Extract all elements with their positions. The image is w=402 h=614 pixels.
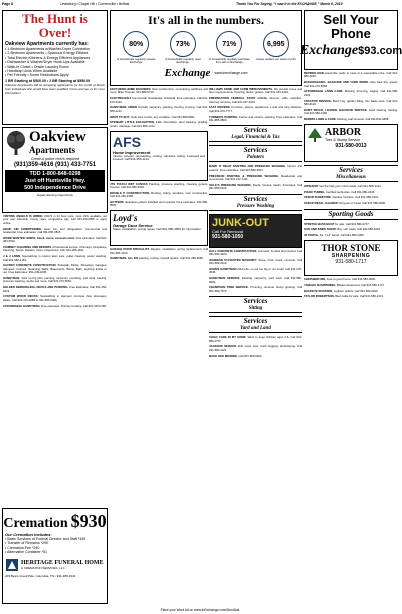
sporting-title: Sporting Goods xyxy=(328,209,374,218)
classified-body: Free estimates. Call 931-484-5022. xyxy=(3,235,107,244)
classified-body: Stone, brick, block, concrete. Call 931-580-2010. xyxy=(209,257,302,266)
paper-slogan: Thank You For Saying, “I saw it in the EXCHANGE,” March 6, 2019 xyxy=(236,2,343,6)
classified-head: SCRAP METAL CLEANUP. xyxy=(304,201,339,206)
oakview-tagline: Credit & police check required xyxy=(31,157,79,161)
col4b-classifieds xyxy=(304,185,398,206)
legal-subtitle: Legal, Financial & Tax xyxy=(231,135,280,141)
cremation-title: Cremation xyxy=(3,516,68,531)
classified-body: Beef cattle for sale. Call 931-580-1331. xyxy=(334,294,384,299)
classified-body: Drywall, carpentry, painting, flooring, fencing. Call 931-580-2121. xyxy=(110,105,208,113)
classified-ad xyxy=(209,345,302,352)
col2c-classifieds xyxy=(110,248,208,261)
sitting-header xyxy=(209,296,302,313)
sell-home-brand: Exchange xyxy=(299,43,359,58)
classified-body: Demolition, land clearing, grading, ponds, drainage. Call 931-580-1212. xyxy=(110,120,208,128)
classified-ad xyxy=(304,109,398,116)
classified-head: GAUDET CONCRETE CONSTRUCTION. xyxy=(3,263,57,268)
legal-header xyxy=(209,125,302,142)
classified-ad xyxy=(110,88,208,95)
classified-head: HIPSHOOT xyxy=(304,183,319,188)
classified-ad xyxy=(3,295,107,302)
classified-ad xyxy=(304,228,398,231)
classified-head: STRETCH BASS BOAT xyxy=(304,221,335,226)
stat-item xyxy=(114,31,158,65)
currently-has: currently has: xyxy=(55,41,89,47)
classified-body: Land clearing, hauling. Call 931-580-1390. xyxy=(304,107,398,116)
list-item: • Dishwasher & Washer/Dryer Hook-Ups Available xyxy=(5,60,85,65)
classified-head: WORK WANTED: BRICK, block, stone, concrete work. xyxy=(3,235,75,240)
classified-head: BUSH HOG MOWING. xyxy=(209,353,238,358)
oakview-name2: Apartments xyxy=(29,145,75,155)
col1-classifieds xyxy=(2,215,108,308)
sell-home-title: Sell Your Phone xyxy=(323,12,379,41)
classified-head: CUSTOM WOOD DECKS: xyxy=(3,294,39,299)
col4d-classifieds xyxy=(304,278,398,299)
junkout-phone: 931-580-1050 xyxy=(212,233,244,240)
sporting-header xyxy=(304,209,398,220)
classified-body: Odd jobs, no job too big or too small. Call 931-270-4545. xyxy=(209,267,302,275)
classified-head: CEDAR FURNITURE. xyxy=(304,195,332,200)
classified-body: Divorce, wills, adoption. Attorney services. Call 931-247-2401. xyxy=(209,96,302,104)
classified-ad xyxy=(209,277,302,284)
list-item: • 2-Bedroom Apartments • Spacious Energy Efficient xyxy=(5,51,89,56)
classified-ad xyxy=(304,284,398,287)
classified-ad xyxy=(209,106,302,113)
classified-ad xyxy=(110,97,208,104)
classified-head: GUTTERS: xyxy=(110,200,125,205)
classified-ad xyxy=(110,192,208,199)
classified-head: J & J LAWN, xyxy=(3,254,21,259)
classified-body: Interior and exterior. Free estimates. Call 931-580-4521. xyxy=(209,164,302,172)
classified-body: Certified technician. Call 931-580-3434. xyxy=(325,189,376,194)
hunt-deposit: 1 BR Starting at $500.00 • 2 BR Starting at $550.00 xyxy=(5,79,91,84)
classified-ad xyxy=(110,201,208,208)
painters-title: Services xyxy=(243,146,268,155)
facts-brand: Exchange xyxy=(164,66,211,79)
classified-body: Heat, AC, and refrigeration. Commercial and residential. Free estimates. Call 931-680-0815. xyxy=(3,226,107,235)
classified-head: FAST MOVERS. xyxy=(209,105,231,110)
classified-head: MORRIS LAWN & CARE. xyxy=(304,117,337,122)
classified-body: Painting, pressure washing, cleaning gutters. Insured. Call 931-580-3030. xyxy=(110,181,209,190)
col4-classifieds xyxy=(304,72,398,121)
classified-ad xyxy=(3,215,107,225)
oakview-phone: (931)359-4616 (931) 433-7751 xyxy=(13,162,97,168)
list-item: • Walk-In Closet • Onsite Laundry Room xyxy=(5,64,69,69)
classified-head: WANT TO BUY: xyxy=(110,114,131,119)
stat-circle xyxy=(170,31,196,57)
classified-head: HANDYMAN, ALL DO xyxy=(110,256,139,261)
footer-text: Place your Word Ad on www.tnExchange.com/WordAds xyxy=(160,608,240,612)
classified-head: SOUTHERN HOME BUILDERS: xyxy=(110,87,152,91)
classified-ad xyxy=(110,121,208,128)
classified-head: CRAMPSON TREE SERVICE. xyxy=(209,285,249,290)
classified-body: for sale. Call 931-580-2727. xyxy=(334,221,370,226)
classified-ad xyxy=(209,116,302,123)
classified-body: Jobs no big jobs, painting, carpentry, plumbing, yard work, hauling, pressure washing, decks and more. Call 931-270-5681. xyxy=(3,276,107,284)
oak-tree-icon xyxy=(5,131,27,155)
classified-head: PIANO TUNING, xyxy=(304,189,326,194)
pressure-header xyxy=(209,194,302,211)
classified-ad xyxy=(209,336,302,343)
classified-body: We provide home and farm improvements. Fencing, decks, gutters. Call 931-364-4444. xyxy=(209,87,303,95)
classified-head: JTS TOUCH WET CANVAS xyxy=(110,181,148,186)
heritage-logo-icon xyxy=(5,558,19,572)
classified-head: OGLE'S PRESSURE WASHING, xyxy=(209,182,252,187)
list-item: • Cremation Fee *240 xyxy=(5,545,40,550)
oakview-title: Oakview Apartments xyxy=(5,41,55,47)
classified-head: JACKSON SERVICE LLC xyxy=(209,344,244,349)
classified-body: Specializing in custom lawn care, gutter cleaning, power washing. Call 931-682-2181. xyxy=(3,254,107,262)
misc-title: Services xyxy=(339,165,363,174)
classified-body: Free estimates. Rodney Cowling. Call 931-316-0798. xyxy=(40,303,107,308)
thor-name: THOR STONE xyxy=(321,243,381,253)
stat-label: of households regularly purchase from ads in Exchange xyxy=(208,57,250,65)
col3-classifieds xyxy=(209,88,302,122)
sell-home-ad xyxy=(299,10,402,70)
col2-classifieds xyxy=(110,88,208,128)
classified-ad xyxy=(209,286,302,293)
classified-ad xyxy=(304,100,398,107)
paper-title: Lewisburg • Chapel Hill • Cornersville • Belfast xyxy=(60,2,130,6)
classified-body: Licensed, bonded and insured. Call 931-580-4020. xyxy=(209,248,302,257)
yard-title: Services xyxy=(243,317,268,326)
garage-name: Loyd's xyxy=(113,213,138,224)
col4c-classifieds xyxy=(304,223,398,238)
list-item: • Pet Friendly • Some Restrictions Apply xyxy=(5,73,69,78)
classified-head: RETIRED MAN xyxy=(304,71,324,75)
classified-head: TAYLOR ROBERTSON, xyxy=(304,294,335,299)
classified-head: WILLIAMS HOME AND FARM IMPROVEMENTS. xyxy=(209,87,273,91)
classified-ad xyxy=(304,290,398,293)
classified-head: GUN AND KNIFE SHOW: xyxy=(304,227,337,232)
classified-ad xyxy=(304,185,398,188)
classified-head: JOHN'S HANDYMAN xyxy=(209,267,237,272)
list-item: • Basic Services of Funeral Director and Staff *349 xyxy=(5,537,86,541)
facts-brand-url: www.tnexchange.com xyxy=(214,70,248,75)
hunt-ad xyxy=(2,10,108,125)
col2b-classifieds xyxy=(110,183,208,208)
classified-ad xyxy=(304,90,398,97)
classified-head: PREPARATION FEDERAL STATE LOCAL xyxy=(209,96,268,101)
junkout-ad xyxy=(209,214,302,248)
classified-ad xyxy=(3,286,107,293)
oakview-location: Just off Huntsville Hwy. xyxy=(5,178,105,185)
classified-head: MARK IT RIGHT PAINTING AND PRESSURE WASHING. xyxy=(209,164,286,169)
arbor-ad xyxy=(304,124,398,162)
classified-body: Roofing, siding, windows, new construction. Call 931-349-1909. xyxy=(110,190,208,199)
col3b-classifieds xyxy=(209,165,302,190)
classified-body: Mowing, trimming, edging. Call 931-580-2323. xyxy=(304,89,398,97)
list-item: • 1-Bedroom Apartments w/Washer-Dryer Connection xyxy=(5,47,91,51)
sitting-subtitle: Sitting xyxy=(248,306,263,312)
oakview-tdd: TDD 1-800-848-0298 xyxy=(5,170,105,178)
classified-head: HALL CONCRETE CONSTRUCTION. xyxy=(209,248,258,253)
painters-header xyxy=(209,145,302,162)
classified-ad xyxy=(304,295,398,298)
stat-value: 6,995 xyxy=(266,40,285,48)
oakview-name: Oakview xyxy=(29,129,86,145)
classified-head: JOHNSON SYLVESTER MASONRY: xyxy=(209,257,257,262)
junkout-name: JUNK-OUT xyxy=(212,216,269,229)
garage-subtitle: Garage Door Service xyxy=(113,223,153,229)
classified-body: Junk cars, trucks, any condition. Call 931-580-8061. xyxy=(130,114,196,119)
pressure-subtitle: Pressure Washing xyxy=(236,203,275,209)
classified-ad xyxy=(304,191,398,194)
stat-label: of households regularly read Exchange xyxy=(165,57,201,65)
classified-body: Roofs, houses, decks, driveways. Call 931-580-0102. xyxy=(209,182,302,191)
classified-ad xyxy=(110,248,208,255)
stat-label: unique readers per week of print xyxy=(255,57,296,61)
classified-ad xyxy=(304,196,398,199)
classified-body: Blades sharpened. Call 931-580-4747. xyxy=(336,282,385,287)
list-item: • Transfer of Remains *290 xyxy=(5,541,49,546)
classified-head: ELECTRICIAN 3 xyxy=(110,96,132,101)
classified-head: AFFORDABLE LAWN CARE. xyxy=(304,89,344,94)
cremation-company: HERITAGE FUNERAL HOME xyxy=(21,559,104,566)
classified-ad xyxy=(209,355,302,358)
afs-subtitle: Home Improvement xyxy=(113,149,151,155)
stat-value: 73% xyxy=(175,40,190,48)
classified-body: Commercial, Residential, Industrial. Free estimates. Call 931-270-4422. xyxy=(110,96,208,104)
classified-head: AT PISTOL, xyxy=(304,233,320,238)
classified-ad xyxy=(209,88,302,95)
pressure-title: Services xyxy=(243,194,268,203)
classified-head: STEWART LITTLE EXCAVATION, LLC. xyxy=(110,120,163,125)
classified-body: Mowing, leaf removal. Call 931-842-4808. xyxy=(336,117,390,122)
cremation-address: 209 Byars Creek Pike, Columbia, TN • 931-388-1944 xyxy=(5,573,76,578)
misc-subtitle: Miscellaneous xyxy=(336,174,366,180)
thor-ad xyxy=(304,240,398,276)
oakview-ad xyxy=(2,127,108,213)
classified-ad xyxy=(209,184,302,191)
classified-head: HANDYMAN SERVICE, xyxy=(209,276,241,281)
classified-body: All types of metal. Call 931-580-0500. xyxy=(338,201,386,206)
classified-head: YAMAHA SHARPENING, xyxy=(304,282,337,287)
classified-body: New construction, remodeling, additions and more. Mike Thomas, 931-580-9710. xyxy=(110,87,208,95)
classified-body: Ss, 7.12" barrel. Call 931-580-4466. xyxy=(319,233,365,238)
classified-ad xyxy=(3,264,107,274)
classified-ad xyxy=(3,228,107,235)
classified-body: Interior and exterior painting. Free estimates. Call 931-685-0800. xyxy=(209,114,302,123)
page-header xyxy=(0,0,400,10)
classified-head: CHILD CARE IN MY HOME. xyxy=(209,335,247,340)
classified-ad xyxy=(110,106,208,113)
classified-body: Want to keep children ages 2-6. Call 931-580-0707. xyxy=(209,335,302,343)
classified-body: Outdoor furniture. Call 931-580-3131. xyxy=(331,195,379,200)
classified-body: Get the help your mind needs. Call 931-580-1414. xyxy=(318,183,382,188)
classified-head: VISITING ANGELS IS HIRING xyxy=(3,214,43,218)
arbor-name: ARBOR xyxy=(325,127,362,139)
painters-subtitle: Painters xyxy=(246,155,265,161)
classified-head: AFFORDABLE HANDYMAN. xyxy=(3,303,41,308)
classified-ad xyxy=(304,202,398,205)
classified-body: painting, roofing, drywall repairs. Call 931-359-6660. xyxy=(138,256,204,261)
cremation-ad xyxy=(2,508,108,604)
classified-body: Professional service. Chimneys, Fireplaces, Cleaning, Swept, Repairs. Caps. Inspections, Call: 931-265-1101. xyxy=(3,245,107,253)
junkout-tagline: Call For Removal xyxy=(212,228,243,234)
classified-head: CHIMNEY CLEANING AND REPAIRS. xyxy=(3,245,52,250)
classified-head: TRACTOR SERVICE. xyxy=(304,98,332,103)
afs-name: AFS xyxy=(113,133,141,150)
sell-home-phone: $93.com xyxy=(358,45,402,57)
thor-subtitle: SHARPENING xyxy=(331,253,371,259)
classified-ad xyxy=(3,255,107,262)
classified-body: Free to good home. Call 931-580-3636. xyxy=(326,277,376,281)
stat-circle xyxy=(123,31,149,57)
tree-icon xyxy=(307,127,323,143)
classified-head: HOLDER REMODELING, DECKS AND PAINTING. xyxy=(3,285,69,290)
garage-door-ad xyxy=(110,210,208,246)
misc-header xyxy=(304,165,398,182)
classified-ad xyxy=(304,278,398,281)
classified-ad xyxy=(110,257,208,260)
classified-ad xyxy=(110,116,208,119)
list-item: • Handicap Units When Available xyxy=(5,69,58,74)
page-label: Page 8 xyxy=(2,2,13,6)
column-4 xyxy=(299,10,402,606)
classified-body: Leghorn pullets. Call 931-580-3939. xyxy=(333,288,379,293)
classified-head: PRECISION PAINTING & PRESSURE WASHING, xyxy=(209,173,279,178)
arbor-subtitle: Tree & Stump Service xyxy=(325,138,361,143)
classified-ad xyxy=(304,234,398,237)
classified-body: Residential and commercial. Call 931-212-7411. xyxy=(209,173,302,182)
classified-body: Buy, sell, trade. Call 931-580-6262. xyxy=(336,227,381,232)
classified-body: Repairs, installation, spring replacement. Call 931-684-1010. xyxy=(110,247,208,255)
stat-item xyxy=(161,31,205,65)
cremation-price: $930 xyxy=(70,511,107,531)
classified-ad xyxy=(209,250,302,257)
classified-ad xyxy=(304,223,398,226)
classified-ad xyxy=(3,305,107,308)
list-item: • Alternative Container *51 xyxy=(5,550,48,555)
classified-body: Seamless gutters installed and repaired. Free estimates. 931-580-5505. xyxy=(110,200,208,208)
classified-body: Bush hog, garden tilling, box blade work. Call 931-580-8126. xyxy=(304,98,399,107)
classified-body: Call 931-580-6262. xyxy=(237,353,263,358)
arbor-phone: 931-580-0013 xyxy=(335,142,367,149)
classified-head: HANDYMAN. xyxy=(3,276,21,281)
classified-body: Also haul dirt, gravel. Call 931-270-5658. xyxy=(304,80,398,88)
afs-ad xyxy=(110,131,208,181)
classified-ad xyxy=(304,118,398,121)
garage-body: Sales, installation, spring repair. Call 931-580-0505 for information. xyxy=(113,227,202,232)
classified-body: CNA'S in 24 hour care, most shifts available, set your own schedule, hourly rates, competitive pay. Call 931-359-0055 or apply online. xyxy=(3,214,107,225)
classified-ad xyxy=(304,72,398,79)
classified-head: HUMT TRUCK, LOADER, BACKHOE SERVICE. xyxy=(304,107,368,112)
classified-body: Lawn care, bush hogging, landscaping. Call 931-580-1122. xyxy=(209,344,302,352)
sitting-title: Services xyxy=(243,297,268,306)
list-item: • Total Electric Kitchens & Energy Efficient Appliances xyxy=(5,55,91,60)
classified-ad xyxy=(110,183,208,190)
classified-body: Painting, carpentry, yard work. Call 931-580-0909. xyxy=(209,276,302,284)
classified-head: SHEPHERD MIX, xyxy=(304,277,327,281)
classified-ad xyxy=(209,97,302,104)
classified-head: DOUBLE P CONSTRUCTION, xyxy=(110,190,150,195)
cremation-includes: Our Cremation Includes: xyxy=(5,532,52,537)
col3c-classifieds xyxy=(209,250,302,294)
thor-phone: 931-580-1717 xyxy=(335,259,367,265)
classified-body: would like yards to mow at a reasonable price. Call 931-580-4040. xyxy=(304,71,398,79)
classified-head: HOOD AIR CONDITIONING xyxy=(3,226,42,231)
cremation-items xyxy=(5,537,105,555)
classified-head: HANDYMAN: HIRED xyxy=(110,105,138,110)
classified-body: Sidewalk, Patios, Driveways, Garages, Stamped, Colored, Retaining Walls, Basements, Barns, Bath, anything inside or out. Free Estimates. 931-249-1095. xyxy=(3,263,107,275)
facts-title: It's all in the numbers. xyxy=(148,13,264,27)
stat-label: of households regularly receive Exchange xyxy=(116,57,156,65)
classified-body: Furniture, pianos, appliances. Local and long distance. Call 931-270-7777. xyxy=(209,105,302,113)
col3d-classifieds xyxy=(209,336,302,358)
classified-ad xyxy=(209,268,302,275)
hunt-note: Oakview Apartments will be accepting applications for the month of March from individuals who would have been qualified. Come and see us for more information! xyxy=(5,83,105,95)
hunt-title: The Hunt is Over! xyxy=(22,11,88,40)
classified-ad xyxy=(3,277,107,284)
oakview-equal: Equal Housing Opportunity xyxy=(37,193,73,197)
classified-ad xyxy=(3,246,107,253)
oakview-address: 500 Independence Drive xyxy=(5,185,105,192)
cremation-company2: & CREMATION SERVICES, LLC xyxy=(21,565,65,570)
hunt-items xyxy=(5,47,105,78)
classified-head: BUSHHOGGING, BACKHOE AND YARD WORK. xyxy=(304,80,369,85)
classified-ad xyxy=(209,259,302,266)
afs-body: Interior, exterior, remodeling, roofing, windows, siding. Licensed and insured. Call 931-359-1114. xyxy=(113,153,205,162)
classified-ad xyxy=(209,175,302,182)
classified-head: BUCKEYE ROOSTER, xyxy=(304,288,334,293)
classified-ad xyxy=(3,237,107,244)
column-3 xyxy=(209,10,302,606)
column-1 xyxy=(2,10,108,606)
yard-subtitle: Yard and Land xyxy=(240,326,271,332)
classified-body: Trimming, removal, stump grinding. Call 931-580-7575. xyxy=(209,285,302,293)
yard-header xyxy=(209,316,302,333)
stat-value: 80% xyxy=(129,40,144,48)
stat-value: 71% xyxy=(222,40,237,48)
classified-head: TURNER'S PAINTING xyxy=(209,114,238,119)
classified-ad xyxy=(304,81,398,88)
footer-bar xyxy=(0,606,400,614)
classified-ad xyxy=(209,165,302,172)
classified-body: Specializing in stamped concrete. Also driveways, patios. Call 931-270-0083 or 931-580-0020. xyxy=(3,294,107,302)
legal-title: Services xyxy=(243,126,268,135)
classified-head: GARAGE DOOR SPECIALIST. xyxy=(110,247,150,252)
classified-body: Free Estimates, Call 931-359-6219. xyxy=(3,285,107,293)
